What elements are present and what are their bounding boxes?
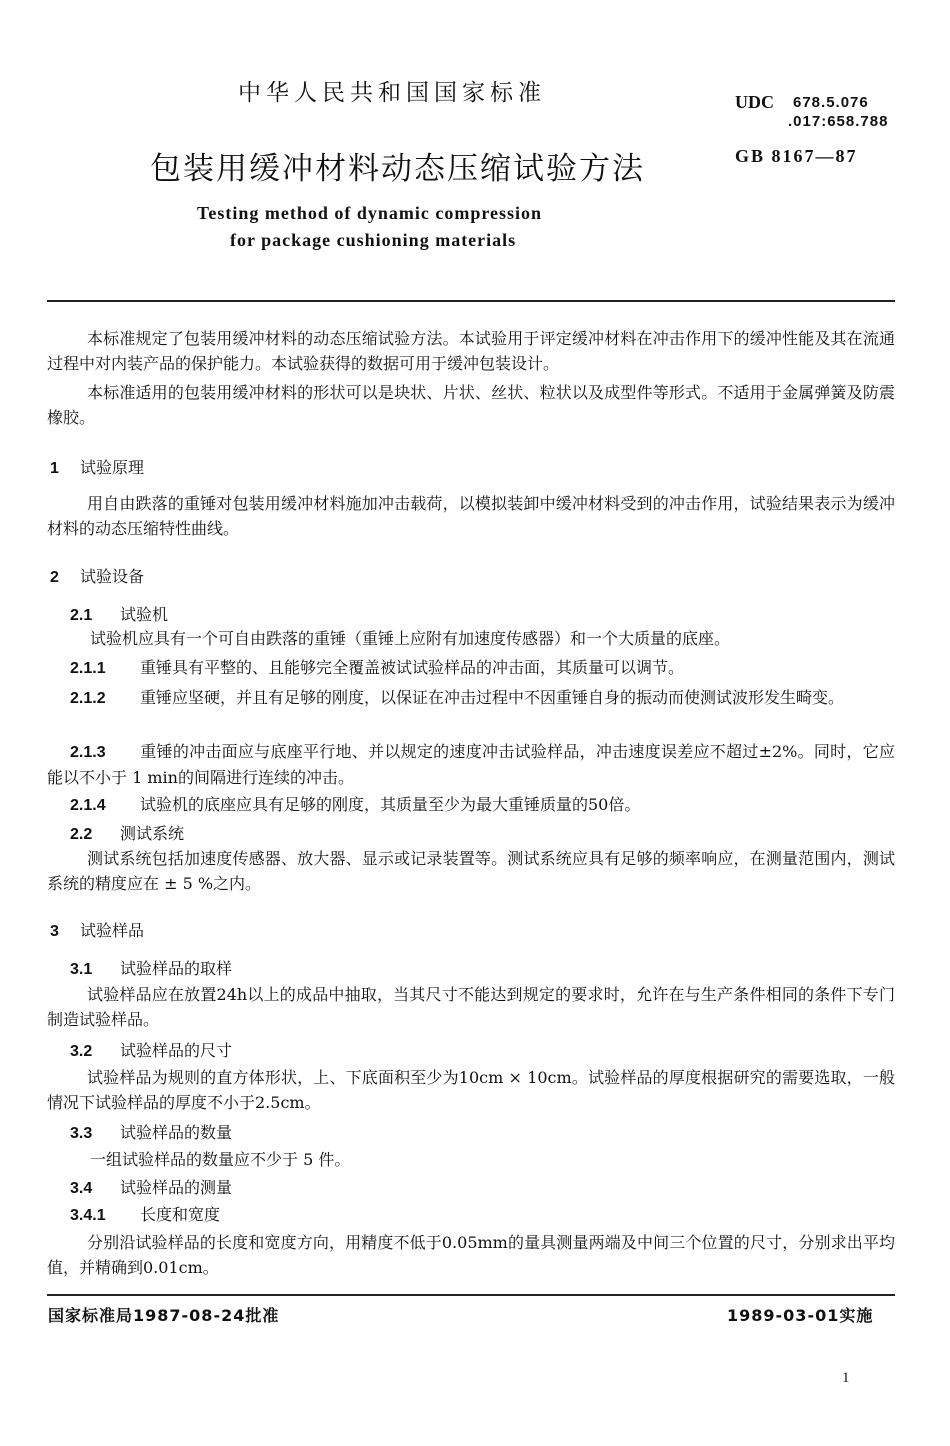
clause-text — [47, 739, 895, 790]
section-number: 2 — [50, 569, 59, 586]
clause-number: 2.1.1 — [70, 660, 106, 677]
page-title-en-line2: for package cushioning materials — [230, 230, 517, 250]
subsection-title: 试验样品的数量 — [120, 1123, 233, 1142]
clause-3-4-1-heading — [70, 1203, 220, 1228]
page-title-cn: 包装用缓冲材料动态压缩试验方法 — [150, 151, 645, 187]
page-number: 1 — [842, 1370, 850, 1386]
section-1-text: 用自由跌落的重锤对包装用缓冲材料施加冲击载荷，以模拟装卸中缓冲材料受到的冲击作用，试验结果表示为缓冲材料的动态压缩特性曲线。 — [47, 494, 895, 538]
subsection-3-2-text: 试验样品为规则的直方体形状，上、下底面积至少为10cm × 10cm。试验样品的厚度根据研究的需要选取，一般情况下试验样品的厚度不小于2.5cm。 — [47, 1068, 895, 1112]
intro-text-2: 本标准适用的包装用缓冲材料的形状可以是块状、片状、丝状、粒状以及成型件等形式。不适用于金属弹簧及防震橡胶。 — [47, 383, 895, 427]
subsection-2-2-heading — [70, 822, 184, 847]
gb-number: GB 8167—87 — [735, 146, 858, 166]
subsection-3-2-body — [47, 1065, 895, 1115]
clause-number: 3.4.1 — [70, 1207, 106, 1224]
udc-code-line2: .017:658.788 — [788, 113, 889, 130]
clause-number: 2.1.4 — [70, 797, 106, 814]
clause-3-4-1-text: 分别沿试验样品的长度和宽度方向，用精度不低于0.05mm的量具测量两端及中间三个位置的尺寸，分别求出平均值，并精确到0.01cm。 — [47, 1233, 895, 1277]
section-number: 1 — [50, 460, 59, 477]
subsection-title: 试验样品的尺寸 — [120, 1041, 233, 1060]
section-2-heading — [50, 565, 144, 590]
subsection-number: 3.2 — [70, 1043, 93, 1060]
subsection-2-1-text: 试验机应具有一个可自由跌落的重锤（重锤上应附有加速度传感器）和一个大质量的底座。 — [90, 629, 731, 648]
subsection-3-1-body — [47, 982, 895, 1032]
footer-divider — [47, 1294, 895, 1296]
clause-2-1-1 — [70, 656, 684, 681]
udc-code-line1: 678.5.076 — [793, 94, 869, 111]
subsection-title: 测试系统 — [120, 824, 185, 843]
section-title: 试验样品 — [80, 921, 145, 940]
section-title: 试验原理 — [80, 458, 145, 477]
subsection-3-1-heading — [70, 957, 232, 982]
subsection-number: 2.2 — [70, 826, 93, 843]
section-title: 试验设备 — [80, 567, 145, 586]
clause-2-1-4 — [70, 793, 640, 818]
clause-2-1-3 — [47, 739, 895, 790]
intro-text-1: 本标准规定了包装用缓冲材料的动态压缩试验方法。本试验用于评定缓冲材料在冲击作用下的缓冲性能及其在流通过程中对内装产品的保护能力。本试验获得的数据可用于缓冲包装设计。 — [47, 329, 895, 373]
subsection-3-3-heading — [70, 1121, 232, 1146]
subsection-3-1-text: 试验样品应在放置24h以上的成品中抽取，当其尺寸不能达到规定的要求时，允许在与生产条件相同的条件下专门制造试验样品。 — [47, 985, 895, 1029]
subsection-title: 试验样品的测量 — [120, 1178, 233, 1197]
approval-date: 国家标准局1987-08-24批准 — [48, 1306, 280, 1325]
clause-3-4-1-body — [47, 1230, 895, 1280]
clause-text: 重锤具有平整的、且能够完全覆盖被试试验样品的冲击面，其质量可以调节。 — [140, 658, 685, 677]
subsection-2-2-text: 测试系统包括加速度传感器、放大器、显示或记录装置等。测试系统应具有足够的频率响应，在测量范围内，测试系统的精度应在 ± 5 %之内。 — [47, 849, 895, 893]
page-title-en-line1: Testing method of dynamic compression — [197, 203, 543, 223]
subsection-2-1-heading — [70, 603, 168, 628]
header-divider — [47, 300, 895, 302]
clause-title: 长度和宽度 — [140, 1205, 221, 1224]
clause-2-1-2 — [47, 685, 895, 711]
subsection-3-4-heading — [70, 1176, 232, 1201]
effective-date: 1989-03-01实施 — [727, 1306, 874, 1325]
subsection-title: 试验样品的取样 — [120, 959, 233, 978]
section-1-body — [47, 491, 895, 541]
clause-text-body: 重锤应坚硬，并且有足够的刚度，以保证在冲击过程中不因重锤自身的振动而使测试波形发生畸变。 — [140, 688, 845, 707]
subsection-number: 3.1 — [70, 961, 93, 978]
clause-text — [47, 685, 895, 711]
subsection-2-2-body — [47, 846, 895, 896]
subsection-3-2-heading — [70, 1039, 232, 1064]
intro-paragraph-1 — [47, 326, 895, 376]
clause-text: 试验机的底座应具有足够的刚度，其质量至少为最大重锤质量的50倍。 — [140, 795, 641, 814]
udc-label: UDC — [735, 92, 774, 112]
section-3-heading — [50, 919, 144, 944]
clause-number: 2.1.2 — [70, 690, 106, 707]
intro-paragraph-2 — [47, 380, 895, 430]
section-1-heading — [50, 456, 144, 481]
subsection-number: 2.1 — [70, 607, 93, 624]
subsection-title: 试验机 — [120, 605, 169, 624]
subsection-number: 3.4 — [70, 1180, 93, 1197]
clause-number: 2.1.3 — [70, 744, 106, 761]
subsection-3-3-text: 一组试验样品的数量应不少于 5 件。 — [90, 1150, 351, 1169]
section-number: 3 — [50, 923, 59, 940]
subsection-number: 3.3 — [70, 1125, 93, 1142]
clause-text-body: 重锤的冲击面应与底座平行地、并以规定的速度冲击试验样品，冲击速度误差应不超过±2%。同时，它应能以不小于 1 min的间隔进行连续的冲击。 — [47, 742, 895, 787]
national-standard-label: 中华人民共和国国家标准 — [238, 80, 546, 106]
